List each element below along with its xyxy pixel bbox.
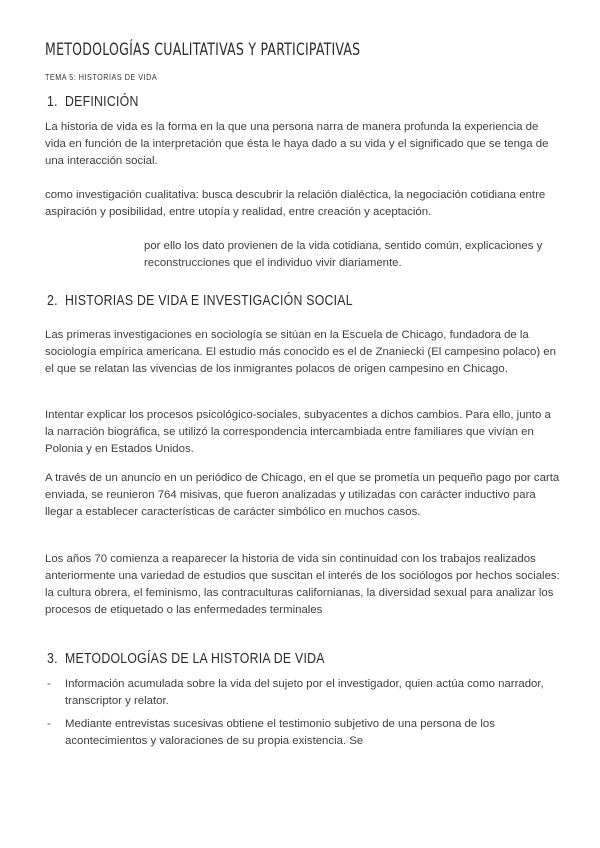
list-item-text: Información acumulada sobre la vida del sujeto por el investigador, quien actúa como narrador, transcriptor y relator. bbox=[65, 678, 544, 707]
paragraph: Las primeras investigaciones en sociología se sitúan en la Escuela de Chicago, fundadora de la sociología empírica americana. El estudio más conocido es el de Znaniecki (El campesino polaco) en el que se relatan las vivencias de los inmigrantes polacos de origen campesino en Chicago. bbox=[45, 329, 556, 375]
paragraph: como investigación cualitativa: busca descubrir la relación dialéctica, la negociación cotidiana entre aspiración y posibilidad, entre utopía y realidad, entre creación y aceptación. bbox=[45, 189, 546, 218]
bullet-marker: - bbox=[47, 678, 51, 690]
bullet-marker: - bbox=[47, 718, 51, 730]
section-1-heading bbox=[47, 93, 139, 110]
section-number: 3. bbox=[47, 650, 58, 667]
list-item-text: Mediante entrevistas sucesivas obtiene el testimonio subjetivo de una persona de los acontecimientos y valoraciones de su propia existencia. Se bbox=[65, 718, 495, 747]
section-number: 1. bbox=[47, 93, 58, 110]
section-2-heading bbox=[47, 292, 353, 309]
section-number: 2. bbox=[47, 292, 58, 309]
section-3-heading bbox=[47, 650, 325, 667]
list-item bbox=[45, 716, 560, 750]
list-item bbox=[45, 676, 560, 710]
document-subtitle: TEMA 5: HISTORIAS DE VIDA bbox=[45, 72, 158, 82]
section-title: HISTORIAS DE VIDA E INVESTIGACIÓN SOCIAL bbox=[65, 292, 353, 309]
paragraph: Los años 70 comienza a reaparecer la historia de vida sin continuidad con los trabajos realizados anteriormente una variedad de estudios que suscitan el interés de los sociólogos por hechos sociales: la cultura obrera, el feminismo, las contraculturas californianas, la diversidad sexual para analizar los procesos de etiquetado o las enfermedades terminales bbox=[45, 553, 560, 616]
paragraph: Intentar explicar los procesos psicológico-sociales, subyacentes a dichos cambios. Para ello, junto a la narración biográfica, se utilizó la correspondencia intercambiada entre familiares que vivían en Polonia y en Estados Unidos. bbox=[45, 409, 551, 455]
section-title: DEFINICIÓN bbox=[65, 93, 139, 110]
document-title: METODOLOGÍAS CUALITATIVAS Y PARTICIPATIVAS bbox=[45, 40, 361, 60]
section-title: METODOLOGÍAS DE LA HISTORIA DE VIDA bbox=[65, 650, 325, 667]
paragraph: A través de un anuncio en un periódico de Chicago, en el que se prometía un pequeño pago por carta enviada, se reunieron 764 misivas, que fueron analizadas y utilizadas con carácter inductivo para llegar a establecer características de carácter simbólico en muchos casos. bbox=[45, 472, 560, 518]
bullet-list bbox=[45, 676, 560, 756]
paragraph-indented: por ello los dato provienen de la vida cotidiana, sentido común, explicaciones y reconstrucciones que el individuo vivir diariamente. bbox=[144, 240, 543, 269]
paragraph: La historia de vida es la forma en la que una persona narra de manera profunda la experiencia de vida en función de la interpretación que ésta le haya dado a su vida y el significado que se tenga de una interacción social. bbox=[45, 121, 549, 167]
